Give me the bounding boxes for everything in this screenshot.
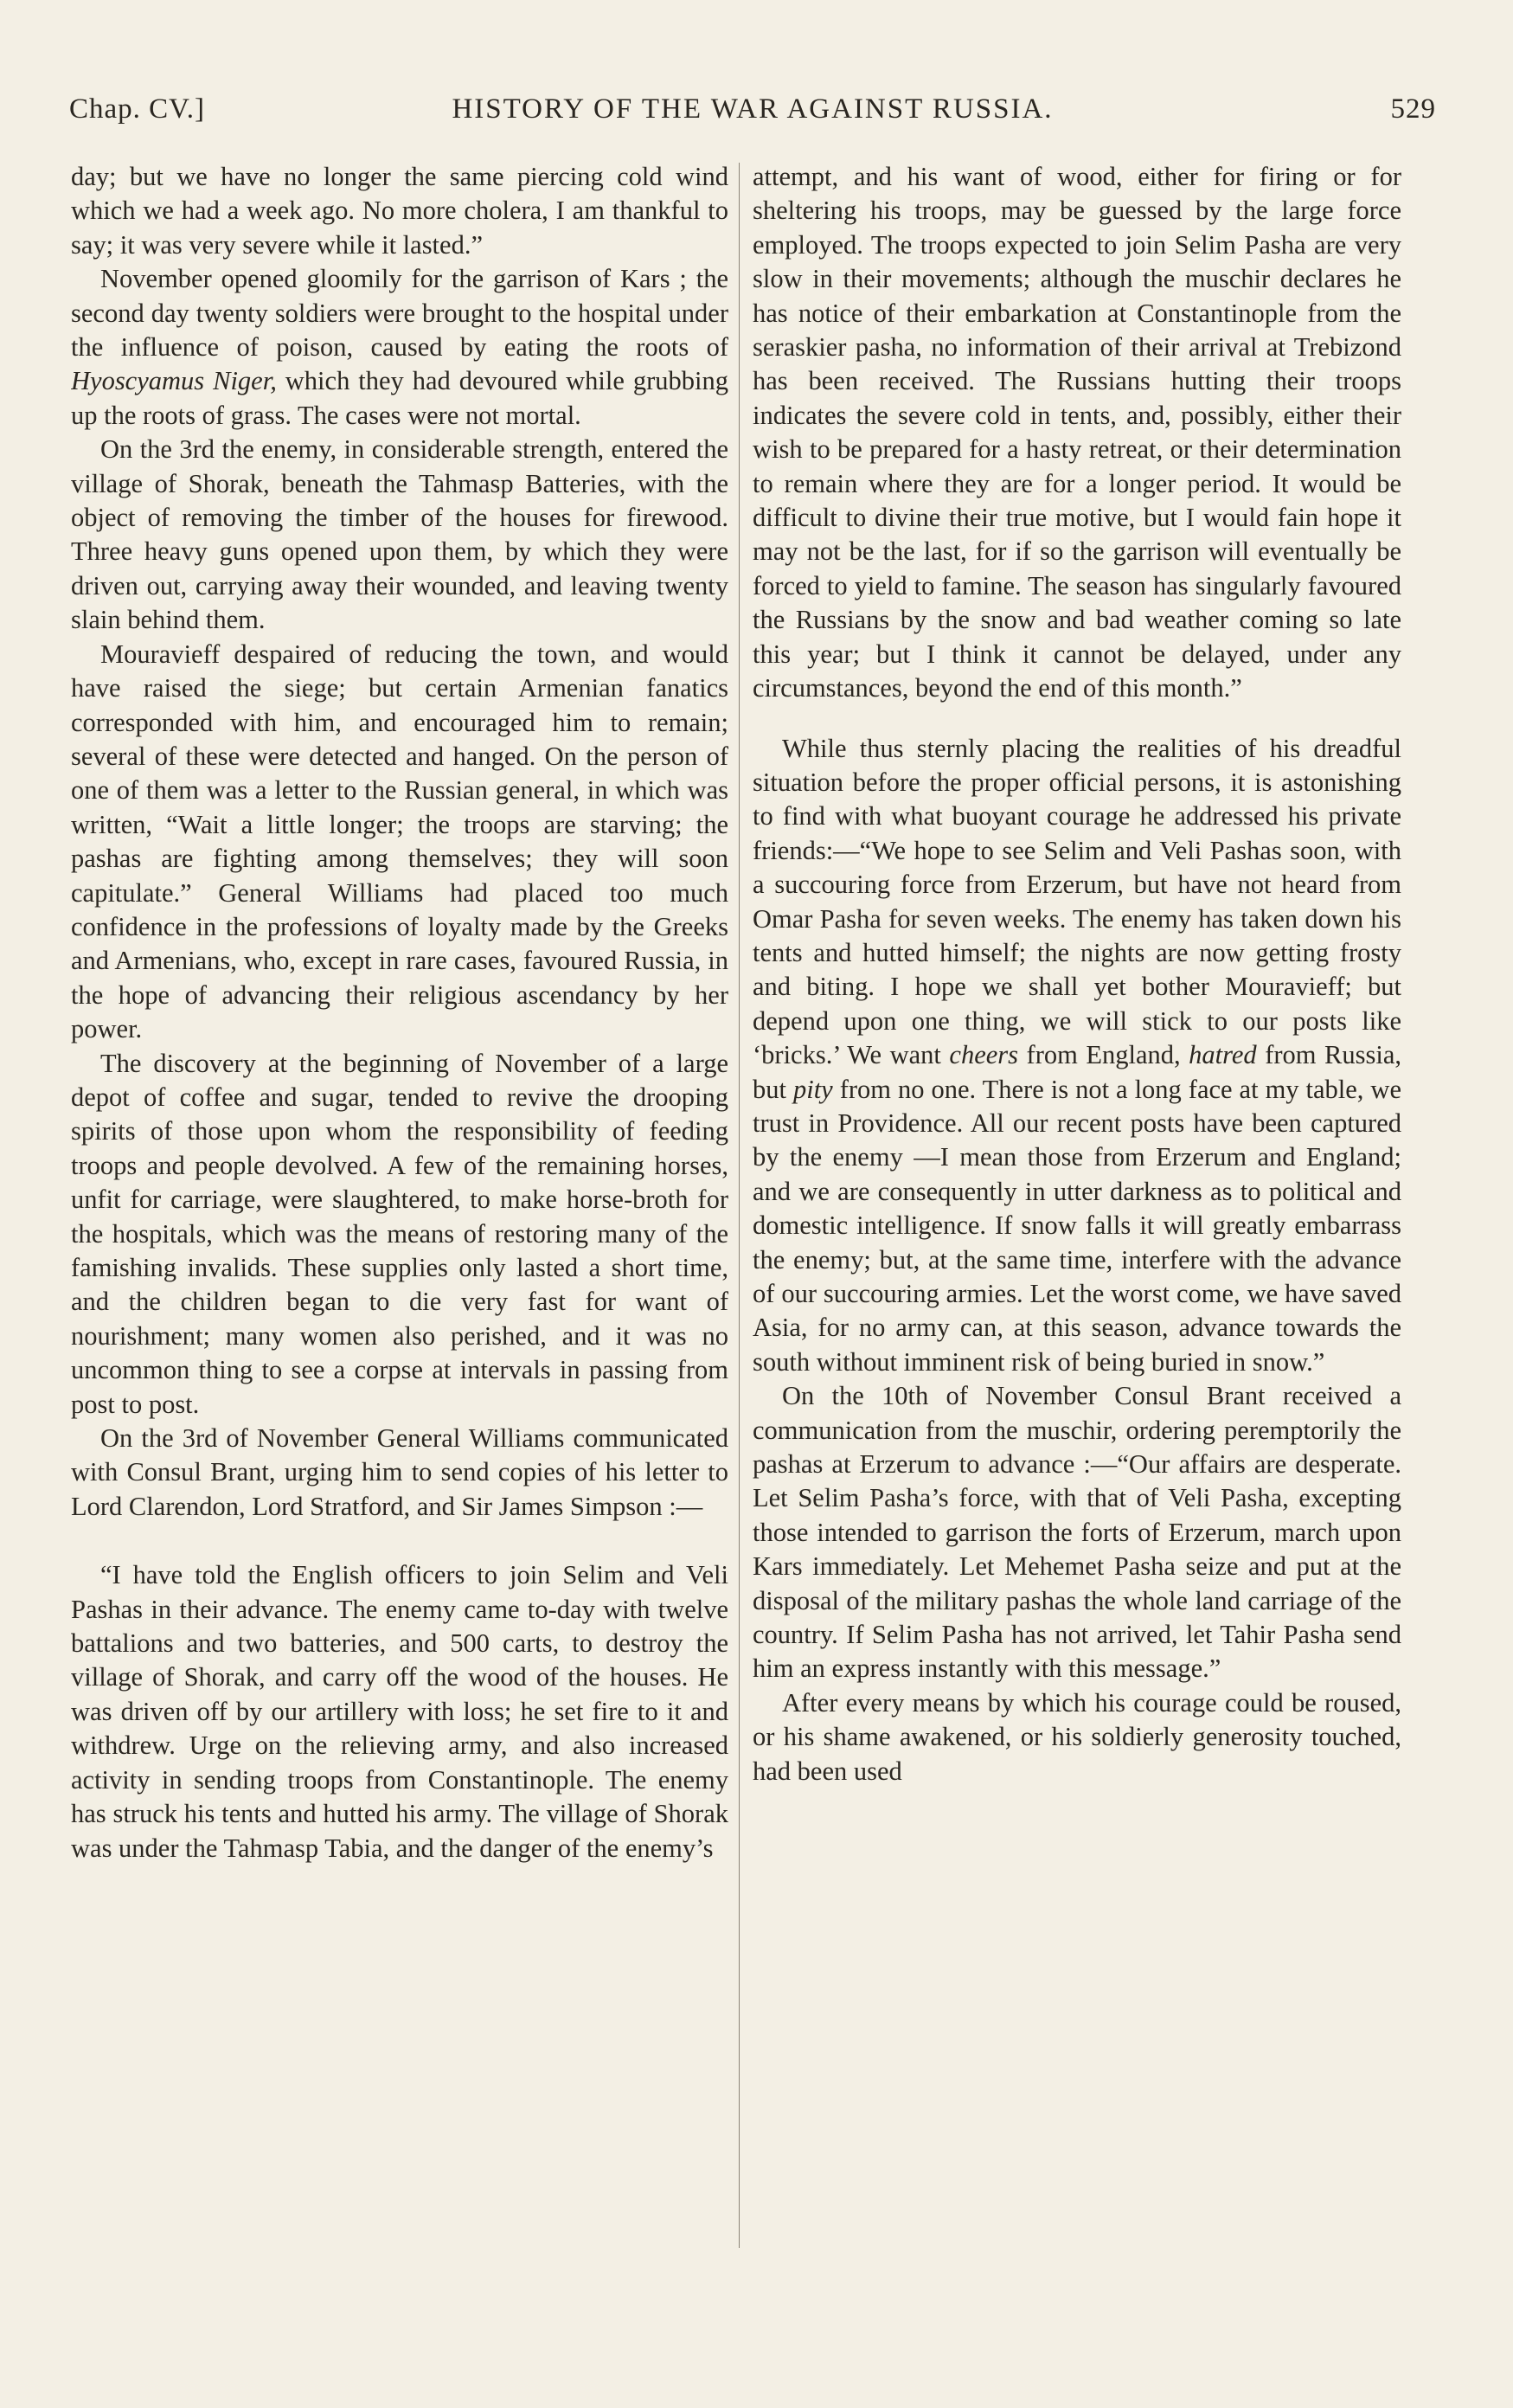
paragraph: On the 3rd the enemy, in considerable strength, entered the village of Shorak, beneath the Tahmasp Batteries, with the object of removing the timber of the houses for firewood. Three heavy guns opened upon them, by which they were driven out, carrying away their wounded, and leaving twenty slain behind them. bbox=[71, 434, 728, 635]
quoted-letter: “I have told the English officers to join Selim and Veli Pashas in their advance. The enemy came to-day with twelve battalions and two batteries, and 500 carts, to destroy the village of Shorak, and carry off the wood of the houses. He was driven off by our artillery with loss; he set fire to it and withdrew. Urge on the relieving army, and also increased activity in sending troops from Constantinople. The enemy has struck his tents and hutted his army. The village of Shorak was under the Tahmasp Tabia, and the danger of the enemy’s bbox=[71, 1560, 728, 1863]
italic-text: pity bbox=[792, 1074, 833, 1104]
running-header bbox=[69, 93, 1436, 137]
italic-text: Hyoscyamus Niger, bbox=[71, 366, 277, 396]
paragraph: The discovery at the beginning of November of a large depot of coffee and sugar, tended to revive the drooping spirits of those upon whom the responsibility of feeding troops and people devolved. A few of the remaining horses, unfit for carriage, were slaughtered, to make horse-broth for the hospitals, which was the means of restoring many of the famishing invalids. These supplies only lasted a short time, and the children began to die very fast for want of nourishment; many women also perished, and it was no uncommon thing to see a corpse at intervals in passing from post to post. bbox=[71, 1048, 728, 1419]
page-title: HISTORY OF THE WAR AGAINST RUSSIA. bbox=[452, 93, 1054, 125]
left-column bbox=[71, 160, 728, 2375]
paragraph: November opened gloomily for the garrison of Kars ; the second day twenty soldiers were brought to the hospital under the influence of poison, caused by eating the roots of Hyoscyamus Niger, which they had devoured while grubbing up the roots of grass. The cases were not mortal. bbox=[71, 264, 728, 430]
paragraph: day; but we have no longer the same piercing cold wind which we had a week ago. No more cholera, I am thankful to say; it was very severe while it lasted.” bbox=[71, 162, 728, 260]
paragraph: After every means by which his courage could be roused, or his shame awakened, or his soldierly generosity touched, had been used bbox=[753, 1687, 1401, 1786]
paragraph: attempt, and his want of wood, either for firing or for sheltering his troops, may be guessed by the large force employed. The troops expected to join Selim Pasha are very slow in their movements; although the muschir declares he has notice of their embarkation at Constantinople from the seraskier pasha, no information of their arrival at Trebizond has been received. The Russians hutting their troops indicates the severe cold in tents, and, possibly, either their wish to be prepared for a hasty retreat, or their determination to remain where they are for a longer period. It would be difficult to divine their true motive, but I would fain hope it may not be the last, for if so the garrison will eventually be forced to yield to famine. The season has singularly favoured the Russians by the snow and bad weather coming so late this year; but I think it cannot be delayed, under any circumstances, beyond the end of this month.” bbox=[753, 162, 1401, 703]
italic-text: cheers bbox=[949, 1040, 1019, 1070]
chapter-label: Chap. CV.] bbox=[69, 93, 205, 125]
paragraph: Mouravieff despaired of reducing the town, and would have raised the siege; but certain Armenian fanatics corresponded with him, and encouraged him to remain; several of these were detected and hanged. On the person of one of them was a letter to the Russian general, in which was written, “Wait a little longer; the troops are starving; the pashas are fighting among themselves; they will soon capitulate.” General Williams had placed too much confidence in the professions of loyalty made by the Greeks and Armenians, who, except in rare cases, favoured Russia, in the hope of advancing their religious ascendancy by her power. bbox=[71, 639, 728, 1044]
page-number: 529 bbox=[1390, 93, 1436, 125]
column-divider bbox=[739, 163, 740, 2248]
right-column bbox=[753, 160, 1401, 2375]
italic-text: hatred bbox=[1189, 1040, 1257, 1070]
paragraph: On the 3rd of November General Williams communicated with Consul Brant, urging him to send copies of his letter to Lord Clarendon, Lord Stratford, and Sir James Simpson :— bbox=[71, 1423, 728, 1521]
paragraph: While thus sternly placing the realities of his dreadful situation before the proper official persons, it is astonishing to find with what buoyant courage he addressed his private friends:—“We hope to see Selim and Veli Pashas soon, with a succouring force from Erzerum, but have not heard from Omar Pasha for seven weeks. The enemy has taken down his tents and hutted himself; the nights are now getting frosty and biting. I hope we shall yet bother Mouravieff; but depend upon one thing, we will stick to our posts like ‘bricks.’ We want cheers from England, hatred from Russia, but pity from no one. There is not a long face at my table, we trust in Providence. All our recent posts have been captured by the enemy —I mean those from Erzerum and England; and we are consequently in utter darkness as to political and domestic intelligence. If snow falls it will greatly embarrass the enemy; but, at the same time, interfere with the advance of our succouring armies. Let the worst come, we have saved Asia, for no army can, at this season, advance towards the south without imminent risk of being buried in snow.” bbox=[753, 733, 1401, 1377]
paragraph: On the 10th of November Consul Brant received a communication from the muschir, ordering peremptorily the pashas at Erzerum to advance :—“Our affairs are desperate. Let Selim Pasha’s force, with that of Veli Pasha, excepting those intended to garrison the forts of Erzerum, march upon Kars immediately. Let Mehemet Pasha seize and put at the disposal of the military pashas the whole land carriage of the country. If Selim Pasha has not arrived, let Tahir Pasha send him an express instantly with this message.” bbox=[753, 1381, 1401, 1684]
